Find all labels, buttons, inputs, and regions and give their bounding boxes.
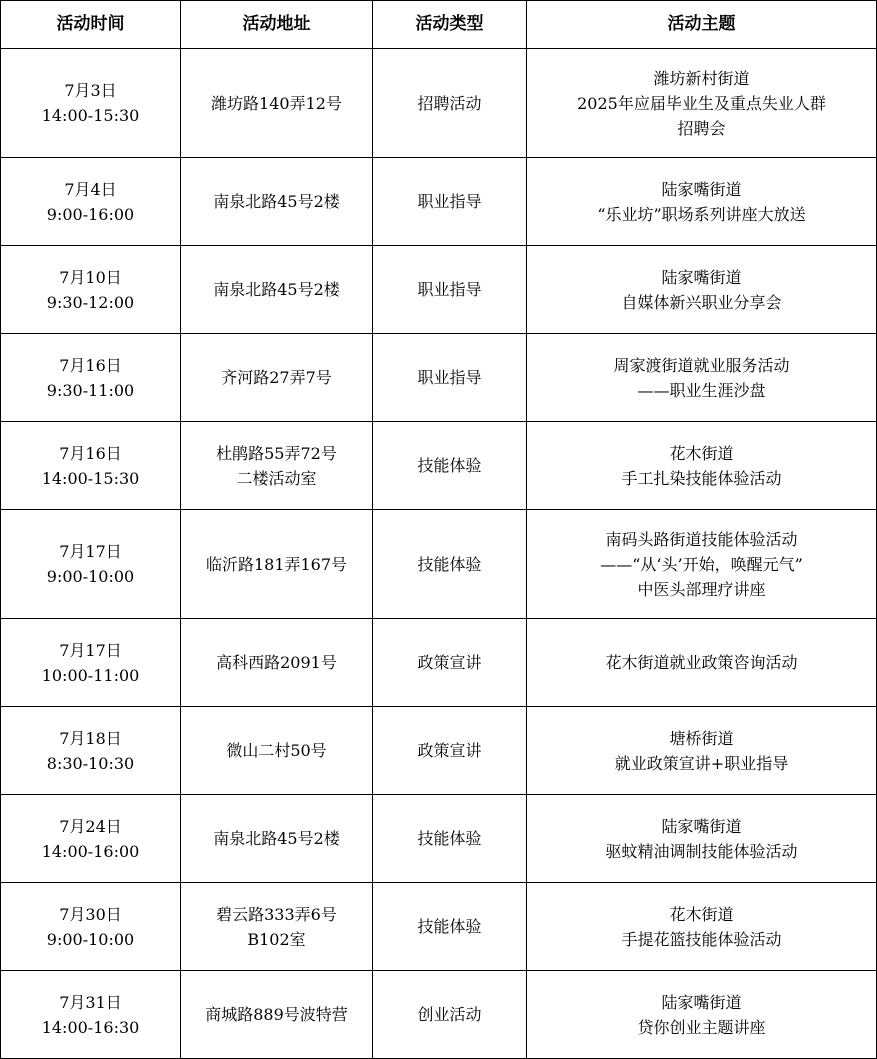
header-type: 活动类型	[373, 1, 527, 49]
activity-theme-line: 驱蚊精油调制技能体验活动	[605, 841, 798, 861]
activity-theme-line: ——“从‘头’开始，唤醒元气”	[600, 554, 803, 574]
cell-time	[1, 883, 181, 971]
activity-type: 技能体验	[417, 829, 482, 848]
activity-date: 7月16日	[59, 355, 122, 375]
cell-type	[373, 971, 527, 1059]
activity-theme-line: 陆家嘴街道	[661, 816, 742, 836]
activity-address-line: 二楼活动室	[236, 468, 317, 488]
cell-theme	[527, 971, 877, 1059]
activity-type: 职业指导	[417, 368, 482, 387]
cell-address	[181, 971, 373, 1059]
cell-theme	[527, 246, 877, 334]
table-row	[1, 510, 877, 619]
cell-type	[373, 334, 527, 422]
activity-time: 9:30-12:00	[46, 292, 135, 312]
table-row	[1, 971, 877, 1059]
activity-address-line: B102室	[247, 929, 306, 949]
activity-theme-line: 自媒体新兴职业分享会	[621, 292, 782, 312]
activity-theme-line: “乐业坊”职场系列讲座大放送	[597, 204, 806, 224]
table-row	[1, 707, 877, 795]
activity-date: 7月31日	[59, 992, 122, 1012]
activity-theme-line: 周家渡街道就业服务活动	[613, 355, 790, 375]
header-address: 活动地址	[181, 1, 373, 49]
cell-type	[373, 707, 527, 795]
activity-theme-line: 贷你创业主题讲座	[637, 1017, 766, 1037]
cell-time	[1, 619, 181, 707]
cell-time	[1, 795, 181, 883]
activity-address-line: 齐河路27弄7号	[221, 368, 332, 387]
table-row	[1, 422, 877, 510]
activity-type: 技能体验	[417, 456, 482, 475]
activity-theme-line: 陆家嘴街道	[661, 267, 742, 287]
cell-address	[181, 49, 373, 158]
activity-type: 创业活动	[417, 1005, 482, 1024]
activity-address-line: 潍坊路140弄12号	[211, 93, 342, 113]
activity-time: 9:00-10:00	[46, 929, 135, 949]
cell-address	[181, 334, 373, 422]
activity-date: 7月18日	[59, 728, 122, 748]
cell-time	[1, 158, 181, 246]
activity-time: 14:00-15:30	[41, 106, 140, 125]
cell-time	[1, 510, 181, 619]
header-row	[1, 1, 877, 49]
table-row	[1, 49, 877, 158]
cell-theme	[527, 619, 877, 707]
activity-theme-line: 南码头路街道技能体验活动	[605, 529, 798, 549]
activity-type: 政策宣讲	[417, 741, 482, 760]
activity-time: 9:30-11:00	[46, 380, 135, 400]
cell-address	[181, 422, 373, 510]
activity-theme-line: 花木街道	[669, 443, 734, 463]
header-time: 活动时间	[1, 1, 181, 49]
cell-theme	[527, 158, 877, 246]
activity-address-line: 碧云路333弄6号	[216, 904, 337, 924]
cell-address	[181, 795, 373, 883]
activity-address-line: 杜鹃路55弄72号	[216, 443, 337, 463]
cell-time	[1, 422, 181, 510]
activity-address-line: 微山二村50号	[226, 741, 327, 760]
activity-theme-line: 陆家嘴街道	[661, 992, 742, 1012]
activity-theme-line: 2025年应届毕业生及重点失业人群	[577, 93, 826, 113]
activity-theme-line: 花木街道	[669, 904, 734, 924]
cell-time	[1, 707, 181, 795]
activity-date: 7月17日	[59, 542, 122, 561]
cell-time	[1, 246, 181, 334]
activity-theme-line: 潍坊新村街道	[653, 68, 750, 88]
activity-time: 14:00-15:30	[41, 468, 140, 488]
cell-type	[373, 795, 527, 883]
table-body	[1, 49, 877, 1059]
activity-theme-line: 塘桥街道	[669, 728, 734, 748]
activity-address-line: 南泉北路45号2楼	[213, 829, 340, 848]
table-row	[1, 619, 877, 707]
activity-theme-line: 手工扎染技能体验活动	[621, 468, 782, 488]
table-row	[1, 795, 877, 883]
header-theme: 活动主题	[527, 1, 877, 49]
table-row	[1, 158, 877, 246]
activity-date: 7月4日	[64, 179, 117, 199]
cell-address	[181, 246, 373, 334]
activity-theme-line: 手提花篮技能体验活动	[621, 929, 782, 949]
cell-theme	[527, 510, 877, 619]
cell-address	[181, 619, 373, 707]
activity-time: 14:00-16:30	[41, 1017, 140, 1037]
cell-theme	[527, 334, 877, 422]
cell-type	[373, 158, 527, 246]
activity-time: 8:30-10:30	[46, 753, 135, 773]
activity-type: 招聘活动	[417, 93, 482, 113]
activity-date: 7月30日	[59, 904, 122, 924]
cell-theme	[527, 883, 877, 971]
cell-theme	[527, 422, 877, 510]
cell-theme	[527, 707, 877, 795]
cell-address	[181, 707, 373, 795]
activity-theme-line: 陆家嘴街道	[661, 179, 742, 199]
activity-address-line: 高科西路2091号	[216, 653, 337, 672]
activity-type: 职业指导	[417, 280, 482, 299]
activity-address-line: 南泉北路45号2楼	[213, 280, 340, 299]
table-row	[1, 883, 877, 971]
cell-type	[373, 510, 527, 619]
activity-address-line: 商城路889号波特营	[205, 1005, 348, 1024]
table-row	[1, 334, 877, 422]
activity-time: 14:00-16:00	[41, 841, 140, 861]
table-row	[1, 246, 877, 334]
activity-address-line: 临沂路181弄167号	[205, 554, 348, 574]
cell-time	[1, 971, 181, 1059]
activity-theme-line: ——职业生涯沙盘	[637, 380, 766, 400]
activity-type: 技能体验	[417, 554, 482, 574]
cell-address	[181, 158, 373, 246]
activity-type: 政策宣讲	[417, 653, 482, 672]
cell-type	[373, 49, 527, 158]
cell-address	[181, 510, 373, 619]
cell-type	[373, 246, 527, 334]
activity-date: 7月17日	[59, 640, 122, 660]
activity-type: 技能体验	[417, 917, 482, 936]
activity-date: 7月16日	[59, 443, 122, 463]
activity-type: 职业指导	[417, 192, 482, 211]
activity-date: 7月3日	[64, 81, 117, 100]
activity-date: 7月24日	[59, 816, 122, 836]
activity-theme-line: 就业政策宣讲+职业指导	[614, 753, 789, 773]
cell-time	[1, 334, 181, 422]
activity-time: 10:00-11:00	[41, 665, 140, 685]
activity-date: 7月10日	[59, 267, 122, 287]
activity-theme-line: 中医头部理疗讲座	[637, 579, 766, 599]
cell-time	[1, 49, 181, 158]
activity-theme-line: 招聘会	[677, 118, 726, 138]
cell-address	[181, 883, 373, 971]
cell-type	[373, 883, 527, 971]
cell-theme	[527, 49, 877, 158]
cell-type	[373, 619, 527, 707]
cell-theme	[527, 795, 877, 883]
activity-theme-line: 花木街道就业政策咨询活动	[605, 653, 798, 672]
activity-address-line: 南泉北路45号2楼	[213, 192, 340, 211]
activity-time: 9:00-16:00	[46, 204, 135, 224]
cell-type	[373, 422, 527, 510]
activity-time: 9:00-10:00	[46, 567, 135, 586]
